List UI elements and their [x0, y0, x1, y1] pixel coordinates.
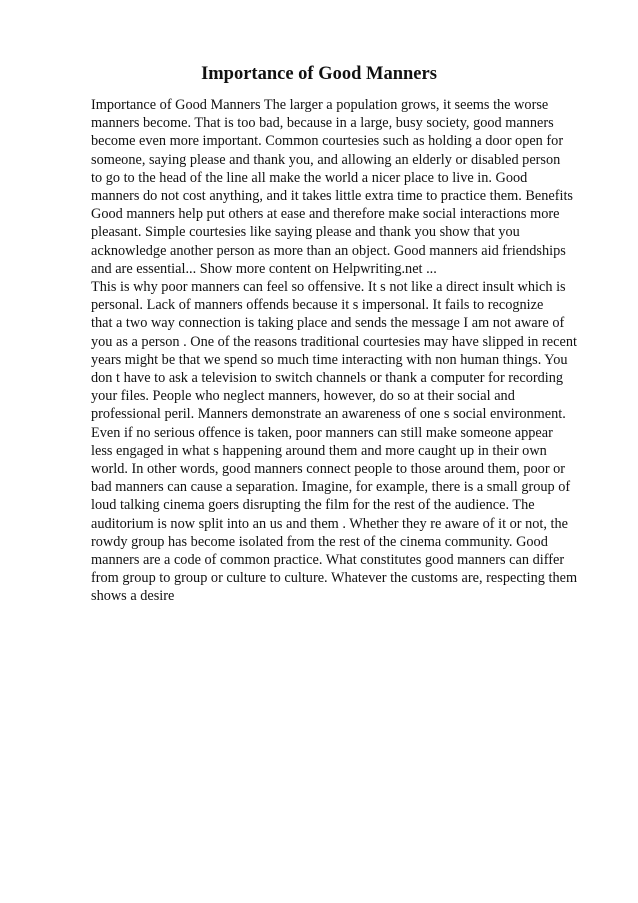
text-line: pleasant. Simple courtesies like saying please and thank you show that you: [91, 224, 520, 241]
text-line: to go to the head of the line all make the world a nicer place to live in. Good: [91, 169, 528, 186]
text-line: you as a person . One of the reasons traditional courtesies may have slipped in recent: [91, 333, 577, 350]
text-line: someone, saying please and thank you, and allowing an elderly or disabled person: [91, 151, 561, 168]
text-line: Even if no serious offence is taken, poor manners can still make someone appear: [91, 424, 553, 441]
text-line: that a two way connection is taking place and sends the message I am not aware of: [91, 315, 565, 332]
text-line: Good manners help put others at ease and therefore make social interactions more: [91, 206, 560, 223]
text-line: personal. Lack of manners offends because it s impersonal. It fails to recognize: [91, 297, 544, 314]
page-title: Importance of Good Manners: [201, 64, 437, 84]
text-line: rowdy group has become isolated from the rest of the cinema community. Good: [91, 533, 548, 550]
text-line: This is why poor manners can feel so offensive. It s not like a direct insult which is: [91, 279, 566, 296]
text-line: acknowledge another person as more than an object. Good manners aid friendships: [91, 242, 566, 259]
text-line: years might be that we spend so much time interacting with non human things. You: [91, 351, 568, 368]
text-line: don t have to ask a television to switch channels or thank a computer for recording: [91, 370, 564, 387]
text-line: and are essential... Show more content on Helpwriting.net ...: [91, 260, 437, 277]
text-line: become even more important. Common courtesies such as holding a door open for: [91, 133, 564, 150]
text-line: less engaged in what s happening around them and more caught up in their own: [91, 442, 547, 459]
text-line: professional peril. Manners demonstrate an awareness of one s social environment.: [91, 406, 566, 423]
text-line: shows a desire: [91, 588, 175, 605]
text-line: your files. People who neglect manners, however, do so at their social and: [91, 388, 515, 405]
text-line: loud talking cinema goers disrupting the film for the rest of the audience. The: [91, 497, 535, 514]
text-line: world. In other words, good manners connect people to those around them, poor or: [91, 461, 566, 478]
text-line: Importance of Good Manners The larger a population grows, it seems the worse: [91, 97, 549, 113]
text-line: bad manners can cause a separation. Imagine, for example, there is a small group of: [91, 479, 571, 496]
document-body: [91, 96, 591, 606]
text-line: manners do not cost anything, and it takes little extra time to practice them. Benefits: [91, 188, 573, 205]
text-line: from group to group or culture to culture. Whatever the customs are, respecting them: [91, 570, 578, 587]
text-line: manners become. That is too bad, because in a large, busy society, good manners: [91, 115, 554, 132]
text-line: manners are a code of common practice. What constitutes good manners can differ: [91, 552, 565, 569]
text-line: auditorium is now split into an us and them . Whether they re aware of it or not, the: [91, 515, 568, 532]
